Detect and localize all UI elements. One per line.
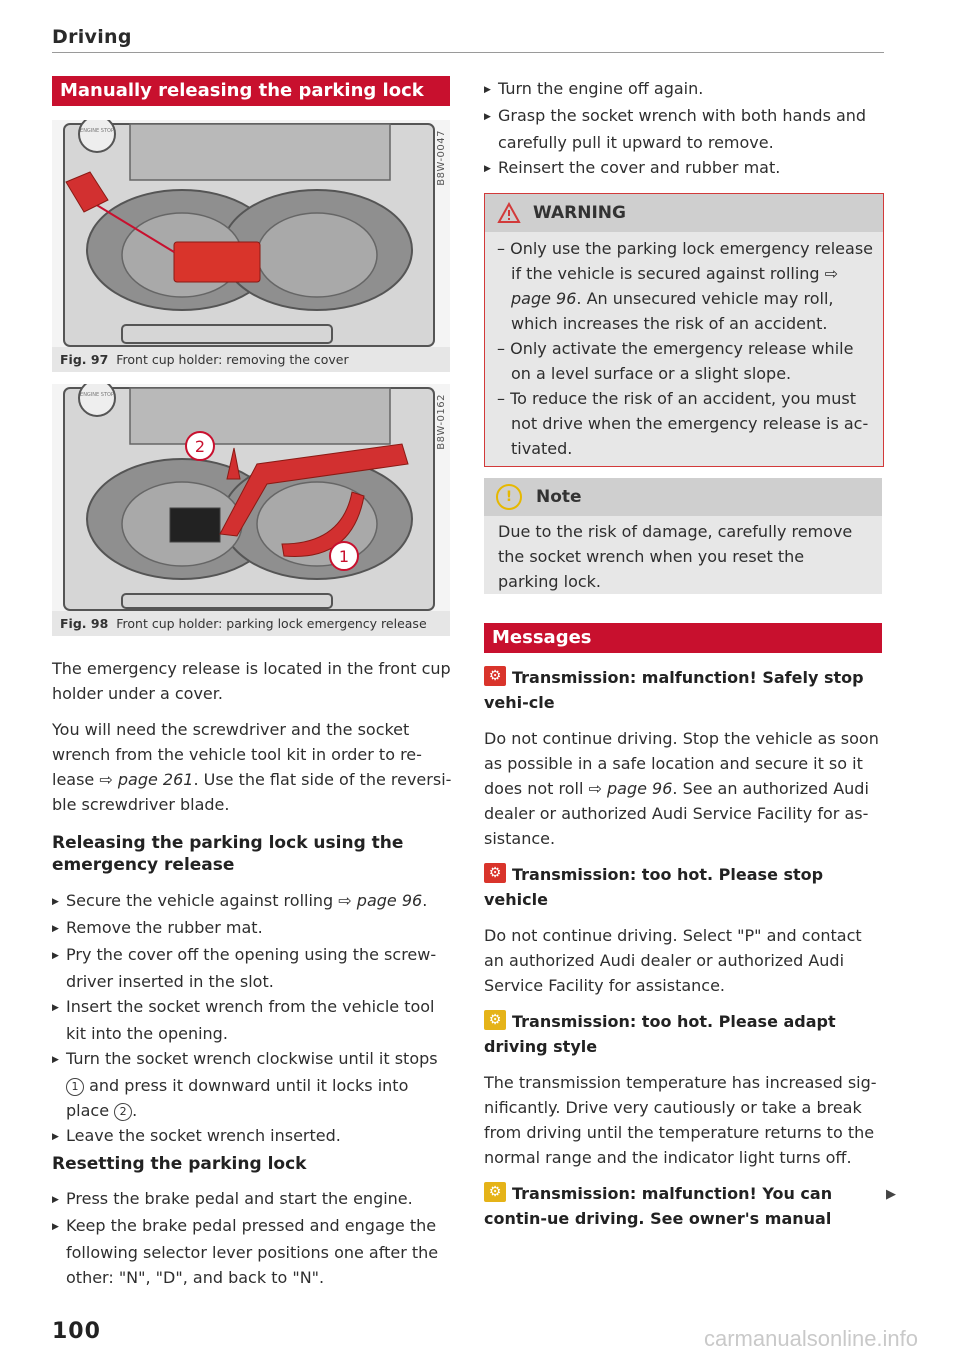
- figure-97-id: B8W-0047: [436, 130, 447, 186]
- warning-item: – Only activate the emergency release while on a level surface or a slight slope.: [497, 339, 854, 383]
- section-heading: Manually releasing the parking lock: [52, 76, 450, 106]
- message-title-text: Transmission: malfunction! Safely stop vehi-cle: [484, 668, 864, 712]
- subheading-emergency-release: Releasing the parking lock using the emergency release: [52, 833, 404, 875]
- message-body: Do not continue driving. Select "P" and contact an authorized Audi dealer or authorized Audi Service Facility for assistance.: [484, 926, 862, 995]
- subheading-resetting: Resetting the parking lock: [52, 1154, 307, 1174]
- transmission-warning-yellow-icon: [484, 1010, 506, 1030]
- figure-97-caption-text: Front cup holder: removing the cover: [116, 352, 349, 367]
- steps-continued: [484, 76, 884, 182]
- watermark: carmanualsonline.info: [704, 1326, 919, 1351]
- message-text: Do not continue driving. Stop the vehicle as soon as possible in a safe location and secure it so it does not roll: [484, 729, 879, 798]
- step-item: ▶ Turn the engine off again.: [484, 76, 884, 103]
- page-number: 100: [52, 1319, 101, 1344]
- note-header: [484, 478, 882, 516]
- warning-text: Only activate the emergency release while on a level surface or a slight slope.: [510, 339, 854, 383]
- step-item: ▶ Keep the brake pedal pressed and engage the following selector lever positions one after the other: "N", "D", and back to "N".: [52, 1213, 452, 1290]
- callout-2: 2: [194, 437, 206, 456]
- warning-text: . An unsecured vehicle may roll, which increases the risk of an accident.: [511, 289, 834, 333]
- step-item: ▶ Remove the rubber mat.: [52, 915, 452, 942]
- transmission-warning-red-icon: [484, 863, 506, 883]
- figure-98-caption: [60, 616, 427, 631]
- messages-heading: Messages: [484, 623, 882, 653]
- step-item: ▶ Leave the socket wrench inserted.: [52, 1123, 452, 1150]
- header-divider: [52, 52, 884, 53]
- step-text-tail: .: [422, 891, 428, 910]
- figure-97: [52, 120, 450, 372]
- figure-98-id: B8W-0162: [436, 394, 447, 450]
- messages-list: [484, 665, 884, 1231]
- steps-emergency-release: [52, 888, 452, 1150]
- page-261-link[interactable]: ⇨ page 261: [99, 770, 194, 789]
- message-body: [484, 726, 884, 851]
- callout-1: 1: [338, 547, 350, 566]
- section-title: Driving: [52, 26, 132, 48]
- step-item: [52, 1046, 452, 1123]
- note-box: [484, 478, 882, 594]
- step-text: and press it downward until it locks into place: [66, 1076, 409, 1120]
- message-title-text: Transmission: too hot. Please stop vehicle: [484, 865, 824, 909]
- step-text: Secure the vehicle against rolling: [66, 891, 339, 910]
- page-96-link[interactable]: ⇨ page 96: [511, 264, 839, 308]
- tools-paragraph: [52, 717, 452, 817]
- warning-triangle-icon: [497, 202, 521, 224]
- transmission-warning-yellow-icon: [484, 1182, 506, 1202]
- exclamation-icon: !: [496, 484, 522, 510]
- stop-button-text: ENGINE STOP: [80, 128, 114, 134]
- figure-97-illustration: [52, 120, 450, 347]
- message-text: . See an authorized Audi dealer or authorized Audi Service Facility for as-sistance.: [484, 779, 869, 848]
- figure-98-caption-text: Front cup holder: parking lock emergency release: [116, 616, 427, 631]
- page-96-link[interactable]: ⇨ page 96: [588, 779, 673, 798]
- continue-arrow-icon: ▶: [886, 1187, 896, 1202]
- tools-text-b: . Use the flat side of the reversi-ble screwdriver blade.: [52, 770, 452, 814]
- step-item: ▶ Reinsert the cover and rubber mat.: [484, 155, 884, 182]
- stop-button-text-98: ENGINE STOP: [80, 392, 114, 398]
- message-body: The transmission temperature has increased sig-nificantly. Drive very cautiously or take a break from driving until the temperature returns to the normal range and the indicator light turns off.: [484, 1073, 877, 1167]
- step-text: Turn the socket wrench clockwise until it stops: [66, 1049, 438, 1068]
- warning-title: WARNING: [533, 203, 626, 223]
- note-text: Due to the risk of damage, carefully remove the socket wrench when you reset the parking lock.: [498, 522, 853, 591]
- step-item: ▶ Press the brake pedal and start the engine.: [52, 1186, 452, 1213]
- transmission-warning-red-icon: [484, 666, 506, 686]
- message-title-text: Transmission: malfunction! You can contin-ue driving. See owner's manual: [484, 1184, 833, 1228]
- figure-98: [52, 384, 450, 636]
- message-title-text: Transmission: too hot. Please adapt driving style: [484, 1012, 836, 1056]
- figure-98-illustration: [52, 384, 450, 611]
- warning-item: – To reduce the risk of an accident, you must not drive when the emergency release is ac-tivated.: [497, 389, 869, 458]
- step-text-end: .: [132, 1101, 138, 1120]
- callout-ref-2: 2: [114, 1103, 132, 1121]
- intro-paragraph: The emergency release is located in the front cup holder under a cover.: [52, 659, 451, 703]
- tools-text-a: You will need the screwdriver and the socket wrench from the vehicle tool kit in order to re-lease: [52, 720, 422, 789]
- step-item: ▶ Grasp the socket wrench with both hands and carefully pull it upward to remove.: [484, 103, 884, 155]
- step-item: [52, 888, 452, 915]
- message-title: [484, 1009, 884, 1059]
- figure-98-label: Fig. 98: [60, 616, 109, 631]
- figure-97-label: Fig. 97: [60, 352, 109, 367]
- figure-97-caption: [60, 352, 349, 367]
- warning-text: To reduce the risk of an accident, you must not drive when the emergency release is ac-tivated.: [510, 389, 869, 458]
- callout-ref-1: 1: [66, 1078, 84, 1096]
- message-title: [484, 1181, 884, 1231]
- page-96-link[interactable]: ⇨ page 96: [338, 891, 423, 910]
- step-item: ▶ Pry the cover off the opening using the screw-driver inserted in the slot.: [52, 942, 452, 994]
- warning-text: Only use the parking lock emergency release if the vehicle is secured against rolling: [510, 239, 873, 283]
- warning-header: [485, 194, 883, 232]
- note-title: Note: [536, 487, 582, 507]
- step-item: ▶ Insert the socket wrench from the vehicle tool kit into the opening.: [52, 994, 452, 1046]
- warning-box: [484, 193, 884, 467]
- steps-resetting: [52, 1186, 452, 1290]
- warning-item: – Only use the parking lock emergency release if the vehicle is secured against rolling ⇨ page 96. An unsecured vehicle may roll, which increases the risk of an accident.: [497, 239, 873, 333]
- message-title: [484, 665, 884, 715]
- message-title: [484, 862, 884, 912]
